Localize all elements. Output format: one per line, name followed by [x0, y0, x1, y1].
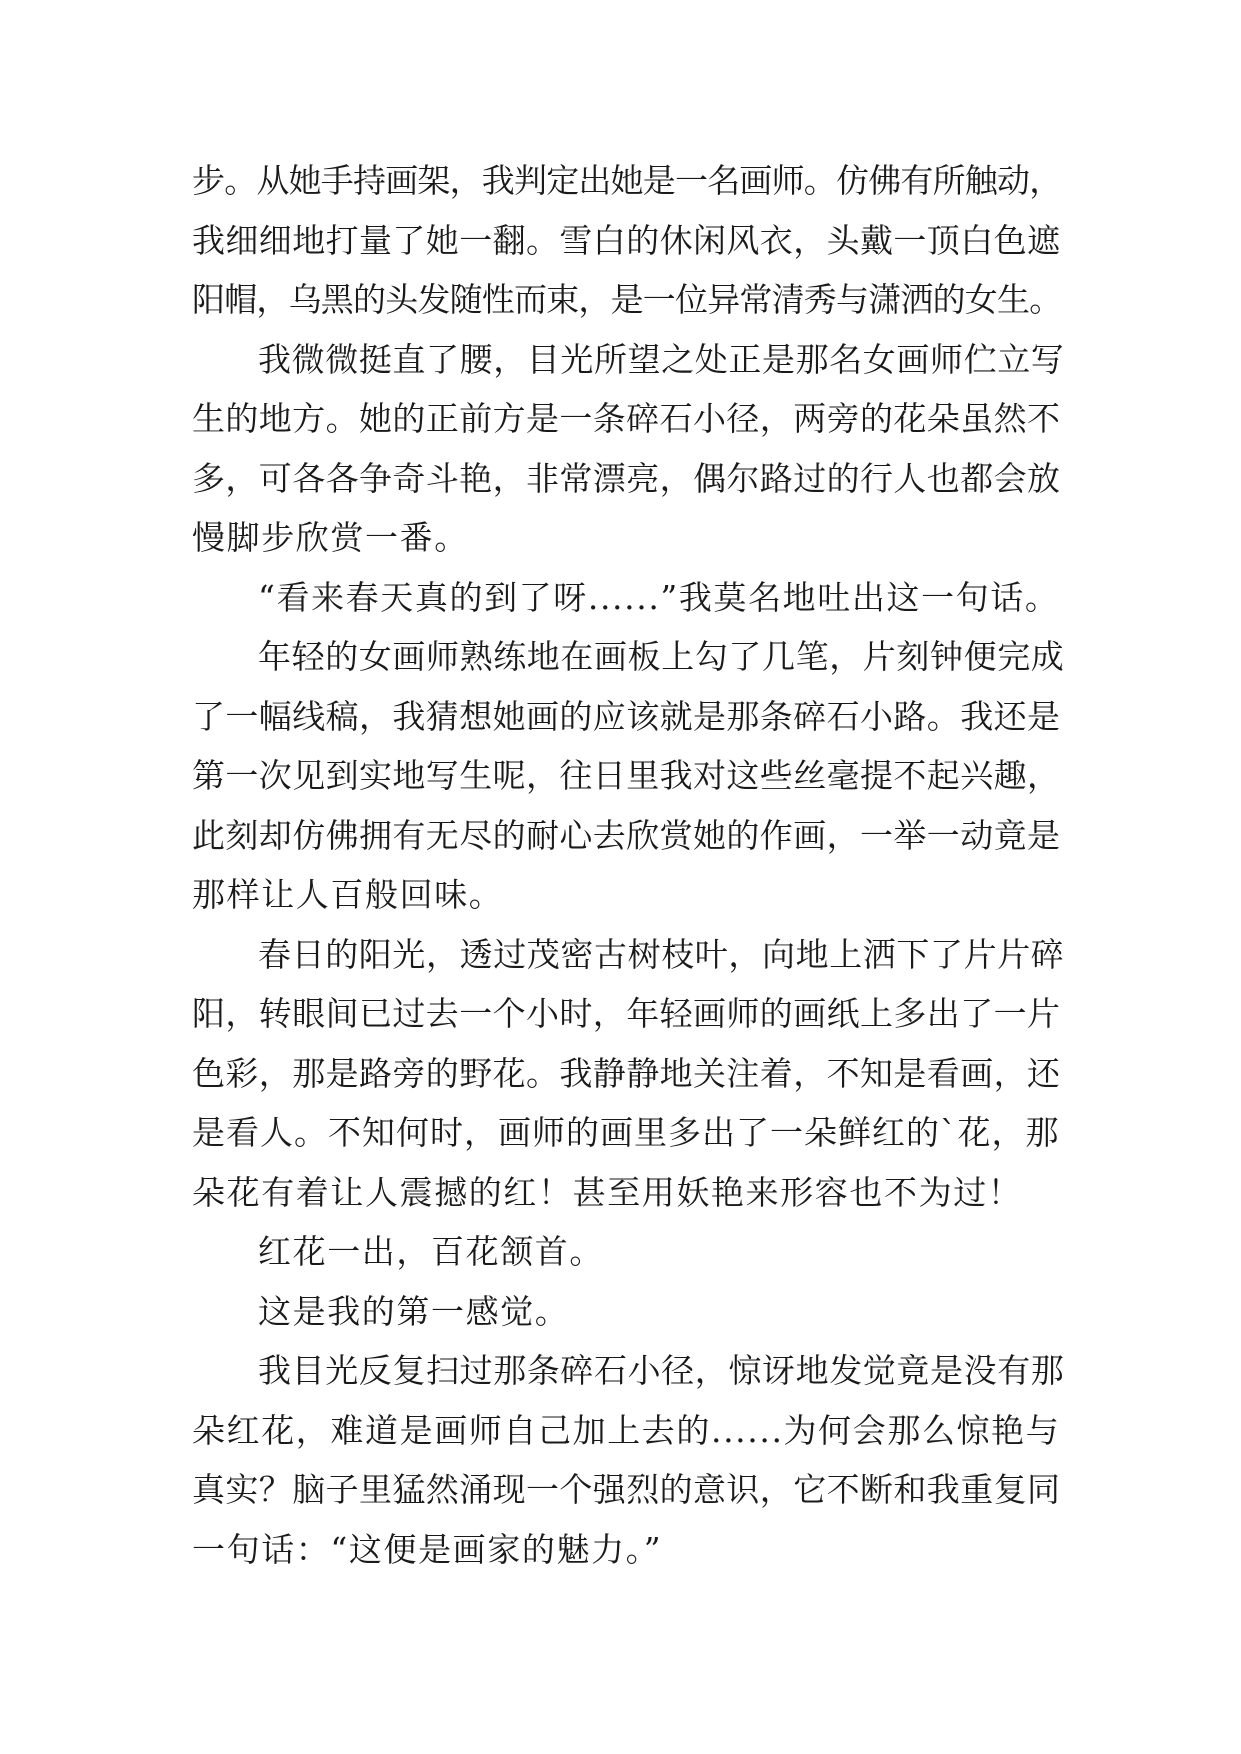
- text-line: 是看人。不知何时，画师的画里多出了一朵鲜红的`花，那: [192, 1113, 1060, 1152]
- text-line: 此刻却仿佛拥有无尽的耐心去欣赏她的作画，一举一动竟是: [192, 815, 1061, 855]
- paragraph-first-line: 我目光反复扫过那条碎石小径，惊讶地发觉竟是没有那: [258, 1351, 1065, 1390]
- text-line: 色彩，那是路旁的野花。我静静地关注着，不知是看画，还: [192, 1053, 1061, 1093]
- text-line: 了一幅线稿，我猜想她画的应该就是那条碎石小路。我还是: [192, 696, 1061, 736]
- document-body: [192, 151, 1064, 1579]
- text-line: 阳帽，乌黑的头发随性而束，是一位异常清秀与潇洒的女生。: [192, 280, 1062, 319]
- text-line: 朵花有着让人震撼的红！甚至用妖艳来形容也不为过！: [192, 1172, 1023, 1212]
- text-line: 我细细地打量了她一翻。雪白的休闲风衣，头戴一顶白色遮: [192, 220, 1061, 260]
- paragraph-first-line: 春日的阳光，透过茂密古树枝叶，向地上洒下了片片碎: [258, 934, 1065, 974]
- paragraph-first-line: 这是我的第一感觉。: [258, 1291, 570, 1331]
- paragraph-first-line: 年轻的女画师熟练地在画板上勾了几笔，片刻钟便完成: [258, 637, 1065, 676]
- paragraph-first-line: “看来春天真的到了呀......”我莫名地吐出这一句话。: [258, 577, 1060, 617]
- text-line: 朵红花，难道是画师自己加上去的......为何会那么惊艳与: [192, 1410, 1061, 1450]
- text-line: 生的地方。她的正前方是一条碎石小径，两旁的花朵虽然不: [192, 399, 1061, 438]
- text-line: 步。从她手持画架，我判定出她是一名画师。仿佛有所触动，: [192, 161, 1062, 200]
- text-line: 多，可各各争奇斗艳，非常漂亮，偶尔路过的行人也都会放: [192, 458, 1061, 498]
- text-line: 那样让人百般回味。: [192, 875, 504, 914]
- text-line: 慢脚步欣赏一番。: [192, 518, 469, 557]
- text-line: 第一次见到实地写生呢，往日里我对这些丝毫提不起兴趣，: [192, 756, 1061, 795]
- text-line: 阳，转眼间已过去一个小时，年轻画师的画纸上多出了一片: [192, 994, 1061, 1033]
- paragraph-first-line: 红花一出，百花颔首。: [258, 1232, 604, 1271]
- paragraph-first-line: 我微微挺直了腰，目光所望之处正是那名女画师伫立写: [258, 339, 1065, 379]
- text-line: 真实？脑子里猛然涌现一个强烈的意识，它不断和我重复同: [192, 1470, 1061, 1509]
- text-line: 一句话：“这便是画家的魅力。”: [192, 1529, 663, 1569]
